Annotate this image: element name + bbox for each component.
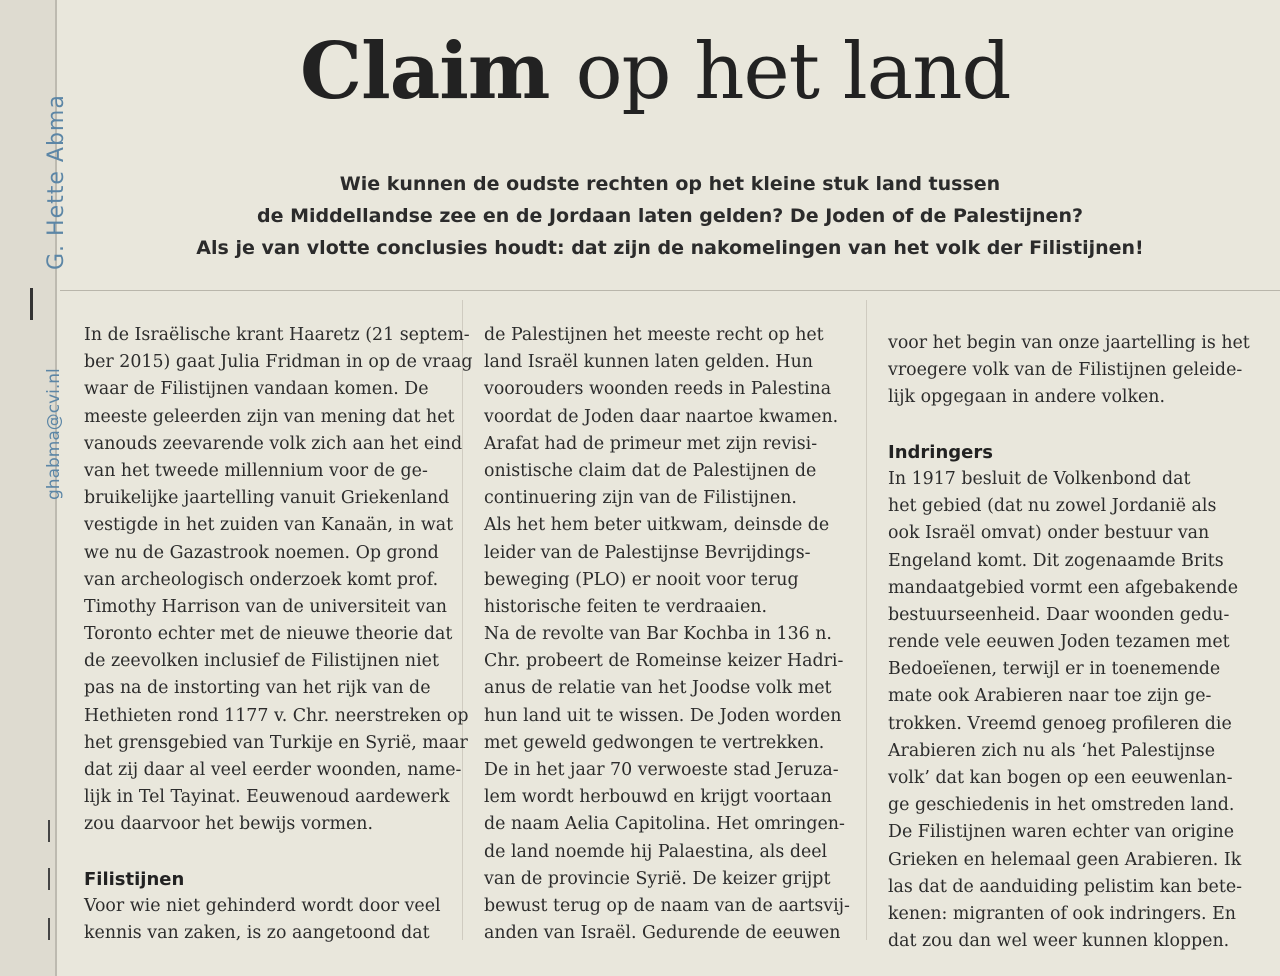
body-line: Engeland komt. Dit zogenaamde Brits bbox=[888, 550, 1224, 571]
body-line: bewust terug op de naam van de aartsvij- bbox=[484, 895, 850, 916]
body-line: hun land uit te wissen. De Joden worden bbox=[484, 705, 842, 726]
section-heading: Indringers bbox=[888, 441, 993, 463]
body-line: de zeevolken inclusief de Filistijnen niet bbox=[84, 651, 439, 672]
body-line: mate ook Arabieren naar toe zijn ge- bbox=[888, 686, 1212, 707]
body-line: vroegere volk van de Filistijnen geleide- bbox=[888, 360, 1243, 381]
body-line: van de provincie Syrië. De keizer grijpt bbox=[484, 868, 831, 889]
body-line: anus de relatie van het Joodse volk met bbox=[484, 678, 832, 699]
body-line: De Filistijnen waren echter van origine bbox=[888, 822, 1234, 843]
body-line: In de Israëlische krant Haaretz (21 septem- bbox=[84, 325, 470, 345]
body-line: we nu de Gazastrook noemen. Op grond bbox=[84, 542, 439, 563]
body-line: las dat de aanduiding pelistim kan bete- bbox=[888, 876, 1242, 897]
body-line: Grieken en helemaal geen Arabieren. Ik bbox=[888, 849, 1242, 870]
body-line: Arafat had de primeur met zijn revisi- bbox=[484, 433, 818, 454]
body-line: De in het jaar 70 verwoeste stad Jeruza- bbox=[484, 760, 839, 780]
body-line: ber 2015) gaat Julia Fridman in op de vraag bbox=[84, 352, 473, 373]
body-line: ge geschiedenis in het omstreden land. bbox=[888, 795, 1235, 816]
author-byline: G. Hette Abma bbox=[44, 94, 69, 270]
body-line: voordat de Joden daar naartoe kwamen. bbox=[484, 406, 839, 427]
body-line: van het tweede millennium voor de ge- bbox=[84, 460, 428, 481]
body-line: Timothy Harrison van de universiteit van bbox=[84, 596, 448, 617]
body-line bbox=[888, 412, 1268, 439]
headline-light: op het land bbox=[575, 27, 1011, 117]
body-line: het grensgebied van Turkije en Syrië, maar bbox=[84, 732, 468, 753]
body-line bbox=[84, 839, 464, 866]
column-separator bbox=[866, 300, 867, 940]
article-headline bbox=[300, 22, 1060, 122]
article-column-3 bbox=[888, 330, 1268, 955]
body-line: beweging (PLO) er nooit voor terug bbox=[484, 569, 799, 590]
headline-bold: Claim bbox=[300, 26, 550, 117]
body-line: zou daarvoor het bewijs vormen. bbox=[84, 814, 373, 835]
intro-line: Wie kunnen de oudste rechten op het kleine stuk land tussen bbox=[339, 173, 1001, 195]
article-column-2 bbox=[484, 322, 864, 947]
body-line: mandaatgebied vormt een afgebakende bbox=[888, 577, 1239, 598]
intro-line: de Middellandse zee en de Jordaan laten gelden? De Joden of de Palestijnen? bbox=[256, 205, 1083, 227]
body-line: de naam Aelia Capitolina. Het omringen- bbox=[484, 814, 845, 835]
body-line: trokken. Vreemd genoeg profileren die bbox=[888, 713, 1232, 734]
body-line: Hethieten rond 1177 v. Chr. neerstreken op bbox=[84, 705, 469, 726]
body-line: lem wordt herbouwd en krijgt voortaan bbox=[484, 787, 832, 808]
body-line: meeste geleerden zijn van mening dat het bbox=[84, 406, 455, 427]
body-line: van archeologisch onderzoek komt prof. bbox=[84, 569, 439, 590]
body-line: land Israël kunnen laten gelden. Hun bbox=[484, 352, 813, 373]
section-heading: Filistijnen bbox=[84, 868, 185, 890]
body-line: bruikelijke jaartelling vanuit Griekenland bbox=[84, 488, 450, 509]
body-line: Na de revolte van Bar Kochba in 136 n. bbox=[484, 624, 832, 645]
body-line: Toronto echter met de nieuwe theorie dat bbox=[84, 624, 453, 645]
body-line: ook Israël omvat) onder bestuur van bbox=[888, 523, 1210, 544]
body-line: bestuurseenheid. Daar woonden gedu- bbox=[888, 604, 1230, 625]
body-line: volk’ dat kan bogen op een eeuwenlan- bbox=[888, 768, 1233, 788]
body-line: Arabieren zich nu als ‘het Palestijnse bbox=[888, 740, 1216, 761]
body-line: Chr. probeert de Romeinse keizer Hadri- bbox=[484, 651, 844, 672]
body-line: Als het hem beter uitkwam, deinsde de bbox=[484, 515, 830, 536]
body-line: voor het begin van onze jaartelling is het bbox=[888, 333, 1250, 353]
body-line: kenen: migranten of ook indringers. En bbox=[888, 903, 1237, 924]
body-line: lijk opgegaan in andere volken. bbox=[888, 387, 1166, 408]
body-line: dat zou dan wel weer kunnen kloppen. bbox=[888, 931, 1230, 952]
body-line: In 1917 besluit de Volkenbond dat bbox=[888, 468, 1191, 489]
body-line: continuering zijn van de Filistijnen. bbox=[484, 488, 797, 509]
body-line: rende vele eeuwen Joden tezamen met bbox=[888, 632, 1230, 653]
body-line: voorouders woonden reeds in Palestina bbox=[484, 379, 832, 400]
article-intro bbox=[180, 168, 1160, 264]
body-line: de Palestijnen het meeste recht op het bbox=[484, 325, 824, 345]
body-line: waar de Filistijnen vandaan komen. De bbox=[84, 379, 429, 400]
body-line: onistische claim dat de Palestijnen de bbox=[484, 460, 817, 481]
article-column-1 bbox=[84, 322, 473, 947]
body-line: vestigde in het zuiden van Kanaän, in wat bbox=[84, 515, 454, 536]
body-line: historische feiten te verdraaien. bbox=[484, 596, 768, 617]
body-line: het gebied (dat nu zowel Jordanië als bbox=[888, 496, 1217, 517]
intro-line: Als je van vlotte conclusies houdt: dat zijn de nakomelingen van het volk der Filistijnen! bbox=[196, 237, 1144, 259]
body-line: met geweld gedwongen te vertrekken. bbox=[484, 732, 825, 753]
header-divider bbox=[60, 290, 1280, 291]
margin-tick bbox=[48, 868, 50, 890]
author-email: ghabma@cvi.nl bbox=[44, 368, 64, 500]
body-line: pas na de instorting van het rijk van de bbox=[84, 678, 431, 699]
margin-tick bbox=[48, 918, 50, 940]
body-line: de land noemde hij Palaestina, als deel bbox=[484, 841, 828, 862]
body-line: anden van Israël. Gedurende de eeuwen bbox=[484, 923, 841, 944]
body-line: lijk in Tel Tayinat. Eeuwenoud aardewerk bbox=[84, 787, 450, 808]
body-line: kennis van zaken, is zo aangetoond dat bbox=[84, 923, 430, 944]
body-line: dat zij daar al veel eerder woonden, name- bbox=[84, 760, 462, 780]
byline-separator bbox=[30, 288, 33, 320]
body-line: Bedoeïenen, terwijl er in toenemende bbox=[888, 659, 1221, 680]
body-line: vanouds zeevarende volk zich aan het eind bbox=[84, 433, 463, 454]
body-line: leider van de Palestijnse Bevrijdings- bbox=[484, 542, 811, 563]
margin-tick bbox=[48, 820, 50, 842]
body-line: Voor wie niet gehinderd wordt door veel bbox=[84, 895, 441, 916]
